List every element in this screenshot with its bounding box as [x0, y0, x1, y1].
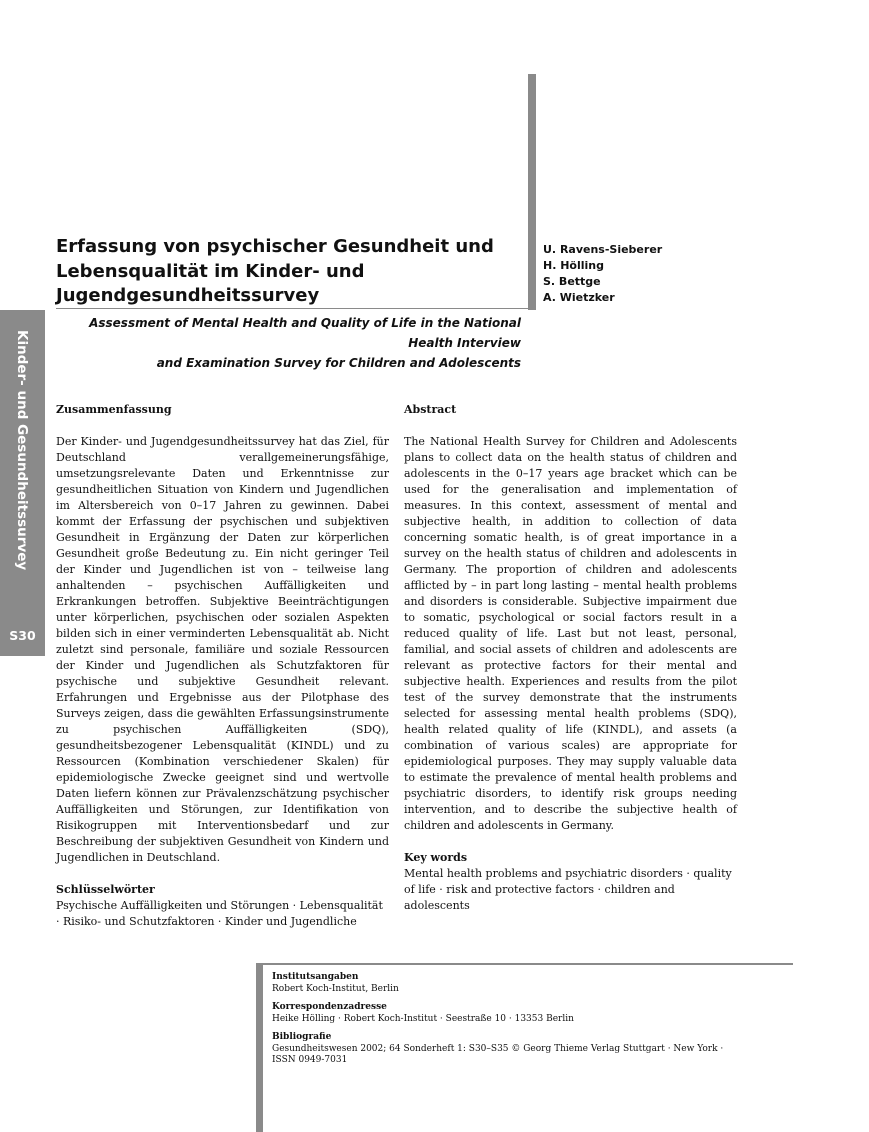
- title-en-line: and Examination Survey for Children and Adolescents: [156, 356, 521, 370]
- article-title-english: [56, 313, 521, 373]
- key-words-heading: Key words: [404, 851, 468, 864]
- info-vertical-rule: [256, 963, 263, 1132]
- side-tab-label: Kinder- und Gesundheitssurvey: [14, 330, 30, 571]
- article-title-german: Erfassung von psychischer Gesundheit und Lebensqualität im Kinder- und Jugendgesundheitssurvey: [56, 236, 494, 306]
- author: H. Hölling: [543, 259, 604, 272]
- zusammenfassung-body: Der Kinder- und Jugendgesundheitssurvey hat das Ziel, für Deutschland verallgemeinerungsfähige, umsetzungsrelevante Daten und Erkenntnisse zur gesundheitlichen Situation von Kindern und Jugendlichen im Altersbereich von 0–17 Jahren zu gewinnen. Dabei kommt der Erfassung der psychischen und subjektiven Gesundheit in Ergänzung der Daten zur körperlichen Gesundheit große Bedeutung zu. Ein nicht geringer Teil der Kinder und Jugendlichen ist von – teilweise lang anhaltenden – psychischen Auffälligkeiten und Erkrankungen betroffen. Subjektive Beeinträchtigungen unter körperlichen, psychischen oder sozialen Aspekten bilden sich in einer verminderten Lebensqualität ab. Nicht zuletzt sind personale, familiäre und soziale Ressourcen der Kinder und Jugendlichen als Schutzfaktoren für psychische und subjektive Gesundheit relevant. Erfahrungen und Ergebnisse aus der Pilotphase des Surveys zeigen, dass die gewählten Erfassungsinstrumente zu psychischen Auffälligkeiten (SDQ), gesundheitsbezogener Lebensqualität (KINDL) und zu Ressourcen (Kombination verschiedener Skalen) für epidemiologische Zwecke geeignet sind und wertvolle Daten liefern können zur Prävalenzschätzung psychischer Auffälligkeiten und Störungen, zur Identifikation von Risikogruppen mit Interventionsbedarf und zur Beschreibung der subjektiven Gesundheit von Kindern und Jugendlichen in Deutschland.: [56, 435, 389, 864]
- bibliografie-heading: Bibliografie: [272, 1032, 332, 1042]
- bibliografie-line: ISSN 0949-7031: [272, 1055, 348, 1065]
- author: S. Bettge: [543, 275, 601, 288]
- institut-heading: Institutsangaben: [272, 972, 359, 982]
- title-vertical-rule: [528, 74, 536, 310]
- author: U. Ravens-Sieberer: [543, 243, 663, 256]
- bibliografie-text: [272, 1044, 772, 1067]
- title-en-line: Assessment of Mental Health and Quality of Life in the National Health Interview: [89, 316, 521, 350]
- page-number: S30: [9, 628, 36, 643]
- schluesselwoerter-text: Psychische Auffälligkeiten und Störungen · Lebensqualität · Risiko- und Schutzfaktoren · Kinder und Jugendliche: [56, 899, 383, 928]
- korrespondenz-heading: Korrespondenzadresse: [272, 1002, 387, 1012]
- abstract-body: The National Health Survey for Children and Adolescents plans to collect data on the health status of children and adolescents in the 0–17 years age bracket which can be used for the generalisation and implementation of measures. In this context, assessment of mental and subjective health, in addition to collection of data concerning somatic health, is of great importance in a survey on the health status of children and adolescents in Germany. The proportion of children and adolescents afflicted by – in part long lasting – mental health problems and disorders is considerable. Subjective impairment due to somatic, psychological or social factors result in a reduced quality of life. Last but not least, personal, familial, and social assets of children and adolescents are relevant as protective factors for their mental and subjective health. Experiences and results from the pilot test of the survey demonstrate that the instruments selected for assessing mental health problems (SDQ), health related quality of life (KINDL), and assets (a combination of various scales) are appropriate for epidemiological purposes. They may supply valuable data to estimate the prevalence of mental health problems and psychiatric disorders, to identify risk groups needing intervention, and to describe the subjective health of children and adolescents in Germany.: [404, 435, 737, 832]
- zusammenfassung-heading: Zusammenfassung: [56, 403, 172, 416]
- abstract-heading: Abstract: [404, 403, 457, 416]
- korrespondenz-text: Heike Hölling · Robert Koch-Institut · Seestraße 10 · 13353 Berlin: [272, 1013, 574, 1024]
- zusammenfassung-column: [56, 402, 389, 930]
- bibliografie-line: Gesundheitswesen 2002; 64 Sonderheft 1: S30–S35 © Georg Thieme Verlag Stuttgart · New York ·: [272, 1043, 724, 1054]
- schluesselwoerter-heading: Schlüsselwörter: [56, 883, 155, 896]
- institut-text: Robert Koch-Institut, Berlin: [272, 983, 399, 994]
- publication-info-box: [272, 972, 772, 1067]
- author-list: [543, 242, 743, 306]
- info-horizontal-rule: [256, 963, 793, 965]
- abstract-column: [404, 402, 737, 914]
- author: A. Wietzker: [543, 291, 615, 304]
- key-words-text: Mental health problems and psychiatric disorders · quality of life · risk and protective factors · children and adolescents: [404, 867, 732, 912]
